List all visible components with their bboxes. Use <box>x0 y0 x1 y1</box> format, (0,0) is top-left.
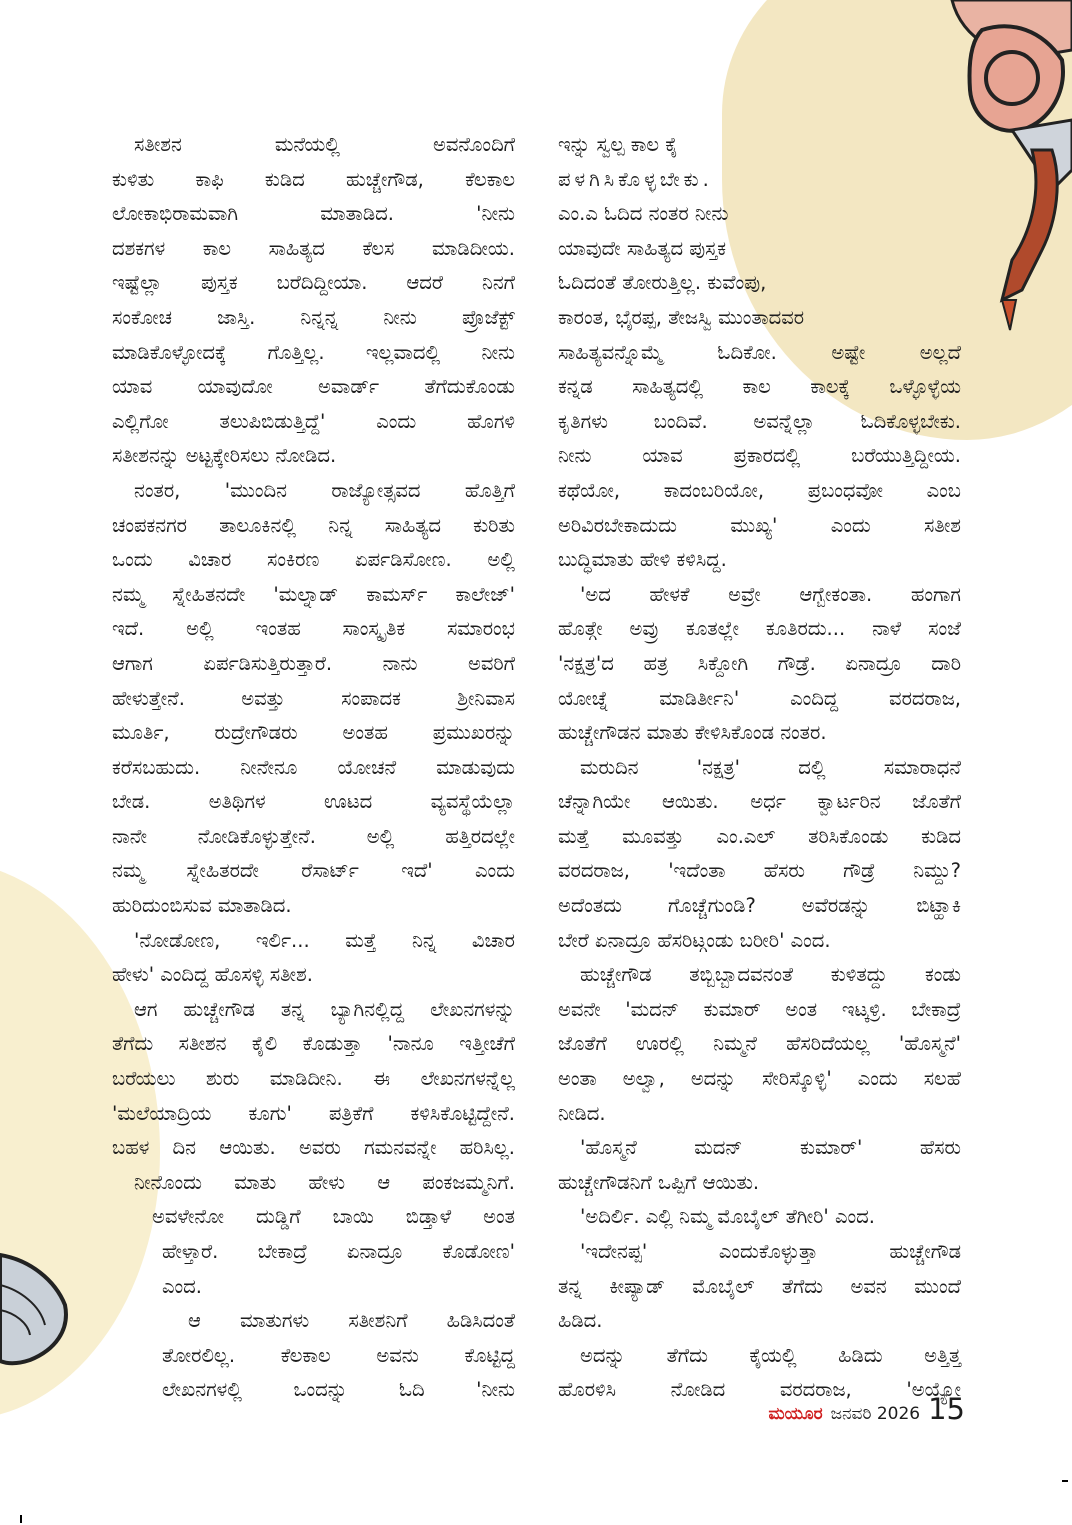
text-line: ಕಥೆಯೋ, ಕಾದಂಬರಿಯೋ, ಪ್ರಬಂಧವೋ ಎಂಬ <box>558 478 961 502</box>
text-line: ಸಾಹಿತ್ಯವನ್ನೊಮ್ಮೆ ಓದಿಕೋ. ಅಷ್ಟೇ ಅಲ್ಲದೆ <box>558 340 961 364</box>
text-line: ಮಾಡಿಕೊಳ್ಳೋದಕ್ಕೆ ಗೊತ್ತಿಲ್ಲ. ಇಲ್ಲವಾದಲ್ಲಿ ನೀನು <box>112 340 515 364</box>
text-line: ಆ ಮಾತುಗಳು ಸತೀಶನಿಗೆ ಹಿಡಿಸಿದಂತೆ <box>188 1309 515 1333</box>
text-line: ಯೋಚ್ನೆ ಮಾಡಿರ್ತೀನಿ' ಎಂದಿದ್ದ ವರದರಾಜ, <box>558 686 961 710</box>
crop-mark <box>1062 1480 1068 1482</box>
text-line: ಯಾವ ಯಾವುದೋ ಅವಾರ್ಡ್ ತೆಗೆದುಕೊಂಡು <box>112 375 515 399</box>
text-line: ಪಳಗಿಸಿಕೊಳ್ಳಬೇಕು. <box>558 167 713 191</box>
text-line: ಇಷ್ಟೆಲ್ಲಾ ಪುಸ್ತಕ ಬರೆದಿದ್ದೀಯಾ. ಆದರೆ ನಿನಗೆ <box>112 271 515 295</box>
text-line: ಬಹಳ ದಿನ ಆಯಿತು. ಅವರು ಗಮನವನ್ನೇ ಹರಿಸಿಲ್ಲ. <box>112 1136 515 1160</box>
text-line: ಅಂತಾ ಅಲ್ವಾ, ಅದನ್ನು ಸೇರಿಸ್ಕೊಳ್ಳಿ' ಎಂದು ಸಲಹೆ <box>558 1067 961 1091</box>
text-line: ಅದೆಂತದು ಗೊಚ್ಚೆಗುಂಡಿ? ಅವೆರಡನ್ನು ಬಿಟ್ಹಾಕಿ <box>558 894 961 918</box>
page-footer <box>740 1392 965 1428</box>
text-line: ಆಗ ಹುಚ್ಚೇಗೌಡ ತನ್ನ ಬ್ಯಾಗಿನಲ್ಲಿದ್ದ ಲೇಖನಗಳನ್ನು <box>134 997 515 1021</box>
text-line: ತೋರಲಿಲ್ಲ. ಕೆಲಕಾಲ ಅವನು ಕೊಟ್ಟಿದ್ದ <box>162 1343 515 1367</box>
text-line: ಒಂದು ವಿಚಾರ ಸಂಕಿರಣ ಏರ್ಪಡಿಸೋಣ. ಅಲ್ಲಿ <box>112 548 515 572</box>
text-line: ನಂತರ, 'ಮುಂದಿನ ರಾಜ್ಯೋತ್ಸವದ ಹೊತ್ತಿಗೆ <box>134 478 515 502</box>
text-line: ಬೇರೆ ಏನಾದ್ರೂ ಹೆಸರಿಟ್ಗಂಡು ಬರೀರಿ' ಎಂದ. <box>558 928 831 952</box>
text-line: ಸಂಕೋಚ ಜಾಸ್ತಿ. ನಿನ್ನನ್ನ ನೀನು ಪ್ರೊಜೆಕ್ಟ್ <box>112 305 515 329</box>
text-line: ಬೇಡ. ಅತಿಥಿಗಳ ಊಟದ ವ್ಯವಸ್ಥೆಯೆಲ್ಲಾ <box>112 790 515 814</box>
text-line: 'ಇದೇನಪ್ಪ' ಎಂದುಕೊಳ್ಳುತ್ತಾ ಹುಚ್ಚೇಗೌಡ <box>580 1240 961 1263</box>
text-line: ನೀನು ಯಾವ ಪ್ರಕಾರದಲ್ಲಿ ಬರೆಯುತ್ತಿದ್ದೀಯ. <box>558 444 961 468</box>
text-line: ಹೇಳುತ್ತೇನೆ. ಅವತ್ತು ಸಂಪಾದಕ ಶ್ರೀನಿವಾಸ <box>112 686 515 710</box>
text-line: ನಾನೇ ನೋಡಿಕೊಳ್ಳುತ್ತೇನೆ. ಅಲ್ಲಿ ಹತ್ತಿರದಲ್ಲೇ <box>112 824 515 848</box>
text-line: 'ಹೊಸ್ಮನೆ ಮದನ್ ಕುಮಾರ್' ಹೆಸರು <box>580 1136 961 1160</box>
text-line: ಅದನ್ನು ತೆಗೆದು ಕೈಯಲ್ಲಿ ಹಿಡಿದು ಅತ್ತಿತ್ತ <box>580 1343 961 1367</box>
issue-date: ಜನವರಿ 2026 <box>830 1404 921 1424</box>
cartoon-illustration-left <box>0 1235 80 1385</box>
text-line: ಅರಿವಿರಬೇಕಾದುದು ಮುಖ್ಯ' ಎಂದು ಸತೀಶ <box>558 513 961 537</box>
crop-mark <box>20 1515 22 1523</box>
text-line: ಜೊತೆಗೆ ಊರಲ್ಲಿ ನಿಮ್ಮನೆ ಹೆಸರಿದೆಯಲ್ಲ 'ಹೊಸ್ಮನೆ' <box>558 1032 961 1056</box>
text-line: ಕನ್ನಡ ಸಾಹಿತ್ಯದಲ್ಲಿ ಕಾಲ ಕಾಲಕ್ಕೆ ಒಳ್ಳೊಳ್ಳೆಯ <box>558 375 961 399</box>
text-line: ಕಾರಂತ, ಭೈರಪ್ಪ, ತೇಜಸ್ವಿ ಮುಂತಾದವರ <box>558 305 805 329</box>
text-line: ಚಂಪಕನಗರ ತಾಲೂಕಿನಲ್ಲಿ ನಿನ್ನ ಸಾಹಿತ್ಯದ ಕುರಿತು <box>112 513 515 537</box>
text-line: ಹುಚ್ಚೇಗೌಡನ ಮಾತು ಕೇಳಿಸಿಕೊಂಡ ನಂತರ. <box>558 721 827 745</box>
text-line: ಇನ್ನು ಸ್ವಲ್ಪ ಕಾಲ ಕೈ <box>558 133 679 156</box>
text-line: ನೀನೊಂದು ಮಾತು ಹೇಳು ಆ ಪಂಕಜಮ್ಮನಿಗೆ. <box>134 1170 515 1194</box>
article-column-left <box>112 128 515 1408</box>
page-number: 15 <box>928 1392 965 1426</box>
text-line: ಹೊತ್ಗೇ ಅವ್ರು ಕೂತಲ್ಲೇ ಕೂತಿರದು... ನಾಳೆ ಸಂಜೆ <box>558 617 961 641</box>
text-line: ಹೇಳು' ಎಂದಿದ್ದ ಹೊಸಳ್ಳಿ ಸತೀಶ. <box>112 963 313 987</box>
text-line: 'ನೋಡೋಣ, ಇರ್ಲಿ... ಮತ್ತೆ ನಿನ್ನ ವಿಚಾರ <box>134 928 515 952</box>
text-line: ಆಗಾಗ ಏರ್ಪಡಿಸುತ್ತಿರುತ್ತಾರೆ. ನಾನು ಅವರಿಗೆ <box>112 651 515 675</box>
text-line: ಮೂರ್ತಿ, ರುದ್ರೇಗೌಡರು ಅಂತಹ ಪ್ರಮುಖರನ್ನು <box>112 721 515 745</box>
text-line: ಹುಚ್ಚೇಗೌಡನಿಗೆ ಒಪ್ಪಿಗೆ ಆಯಿತು. <box>558 1170 760 1194</box>
text-line: ಎಲ್ಲಿಗೋ ತಲುಪಿಬಿಡುತ್ತಿದ್ದೆ' ಎಂದು ಹೊಗಳಿ <box>112 409 515 433</box>
text-line: ಅವನೇ 'ಮದನ್ ಕುಮಾರ್ ಅಂತ ಇಟ್ಕಳ್ರಿ. ಬೇಕಾದ್ರೆ <box>558 997 961 1021</box>
text-line: ಓದಿದಂತೆ ತೋರುತ್ತಿಲ್ಲ. ಕುವೆಂಪು, <box>558 271 767 295</box>
text-line: ಹೇಳ್ತಾರೆ. ಬೇಕಾದ್ರೆ ಏನಾದ್ರೂ ಕೊಡೋಣ' <box>162 1240 515 1263</box>
text-line: ಅವಳೇನೋ ದುಡ್ಡಿಗೆ ಬಾಯಿ ಬಿಡ್ತಾಳೆ ಅಂತ <box>152 1205 515 1229</box>
text-line: ಎಂ.ಎ ಓದಿದ ನಂತರ ನೀನು <box>558 202 729 226</box>
text-line: ತೆಗೆದು ಸತೀಶನ ಕೈಲಿ ಕೊಡುತ್ತಾ 'ನಾನೂ ಇತ್ತೀಚೆಗೆ <box>112 1032 515 1056</box>
text-line: ಹುರಿದುಂಬಿಸುವ ಮಾತಾಡಿದ. <box>112 894 292 918</box>
text-line: ಕೃತಿಗಳು ಬಂದಿವೆ. ಅವನ್ನೆಲ್ಲಾ ಓದಿಕೊಳ್ಳಬೇಕು. <box>558 409 961 433</box>
text-line: ಯಾವುದೇ ಸಾಹಿತ್ಯದ ಪುಸ್ತಕ <box>558 236 726 260</box>
text-line: ಮತ್ತೆ ಮೂವತ್ತು ಎಂ.ಎಲ್ ತರಿಸಿಕೊಂಡು ಕುಡಿದ <box>558 824 961 848</box>
text-line: ಹುಚ್ಚೇಗೌಡ ತಬ್ಬಿಬ್ಬಾದವನಂತೆ ಕುಳಿತದ್ದು ಕಂಡು <box>580 963 961 987</box>
text-line: ಬರೆಯಲು ಶುರು ಮಾಡಿದೀನಿ. ಈ ಲೇಖನಗಳನ್ನೆಲ್ಲ <box>112 1067 515 1091</box>
text-line: ಕರೆಸಬಹುದು. ನೀನೇನೂ ಯೋಚನೆ ಮಾಡುವುದು <box>112 755 515 779</box>
text-line: ಎಂದ. <box>162 1274 202 1298</box>
text-line: ನಮ್ಮ ಸ್ನೇಹಿತರದೇ ರೆಸಾರ್ಟ್ ಇದೆ' ಎಂದು <box>112 859 515 883</box>
text-line: 'ಅದ ಹೇಳಕೆ ಅವ್ರೇ ಆಗ್ಬೇಕಂತಾ. ಹಂಗಾಗ <box>580 582 961 606</box>
text-line: 'ಮಲೆಯಾದ್ರಿಯ ಕೂಗು' ಪತ್ರಿಕೆಗೆ ಕಳಿಸಿಕೊಟ್ಟಿದ್ದೇನೆ. <box>112 1101 515 1125</box>
text-line: 'ಅದಿರ್ಲಿ. ಎಲ್ಲಿ ನಿಮ್ಮ ಮೊಬೈಲ್ ತೆಗೀರಿ' ಎಂದ. <box>580 1205 875 1229</box>
article-column-right <box>558 128 961 1408</box>
text-line: ತನ್ನ ಕೀಪ್ಯಾಡ್ ಮೊಬೈಲ್ ತೆಗೆದು ಅವನ ಮುಂದೆ <box>558 1274 961 1298</box>
text-line: ವರದರಾಜ, 'ಇದೆಂತಾ ಹೆಸರು ಗೌಡ್ರೆ ನಿಮ್ದು? <box>558 859 961 883</box>
text-line: ಕುಳಿತು ಕಾಫಿ ಕುಡಿದ ಹುಚ್ಚೇಗೌಡ, ಕೆಲಕಾಲ <box>112 167 515 191</box>
text-line: ಮರುದಿನ 'ನಕ್ಷತ್ರ' ದಲ್ಲಿ ಸಮಾರಾಧನೆ <box>580 755 961 779</box>
text-line: ನಮ್ಮ ಸ್ನೇಹಿತನದೇ 'ಮಲ್ನಾಡ್ ಕಾಮರ್ಸ್ ಕಾಲೇಜ್' <box>112 582 515 606</box>
text-line: ಸತೀಶನ ಮನೆಯಲ್ಲಿ ಅವನೊಂದಿಗೆ <box>134 133 515 156</box>
text-line: ಬುದ್ಧಿಮಾತು ಹೇಳಿ ಕಳಿಸಿದ್ದ. <box>558 548 727 572</box>
magazine-brand: ಮಯೂರ <box>768 1404 823 1424</box>
text-line: ಹಿಡಿದ. <box>558 1309 603 1333</box>
text-line: ಚೆನ್ನಾಗಿಯೇ ಆಯಿತು. ಅರ್ಧ ಕ್ವಾರ್ಟರಿನ ಜೊತೆಗೆ <box>558 790 961 814</box>
text-line: ಹೊರಳಿಸಿ ನೋಡಿದ ವರದರಾಜ, 'ಅಯ್ಯೋ <box>558 1378 961 1402</box>
text-line: ನೀಡಿದ. <box>558 1101 606 1125</box>
text-line: 'ನಕ್ಷತ್ರ'ದ ಹತ್ರ ಸಿಕ್ದೋಗಿ ಗೌಡ್ರೆ. ಏನಾದ್ರೂ ದಾರಿ <box>558 651 961 675</box>
text-line: ದಶಕಗಳ ಕಾಲ ಸಾಹಿತ್ಯದ ಕೆಲಸ ಮಾಡಿದೀಯ. <box>112 236 515 260</box>
text-line: ಇದೆ. ಅಲ್ಲಿ ಇಂತಹ ಸಾಂಸ್ಕೃತಿಕ ಸಮಾರಂಭ <box>112 617 515 641</box>
text-line: ಲೋಕಾಭಿರಾಮವಾಗಿ ಮಾತಾಡಿದ. 'ನೀನು <box>112 202 515 226</box>
text-line: ಲೇಖನಗಳಲ್ಲಿ ಒಂದನ್ನು ಓದಿ 'ನೀನು <box>162 1378 515 1402</box>
text-line: ಸತೀಶನನ್ನು ಅಟ್ಟಕ್ಕೇರಿಸಲು ನೋಡಿದ. <box>112 444 337 468</box>
